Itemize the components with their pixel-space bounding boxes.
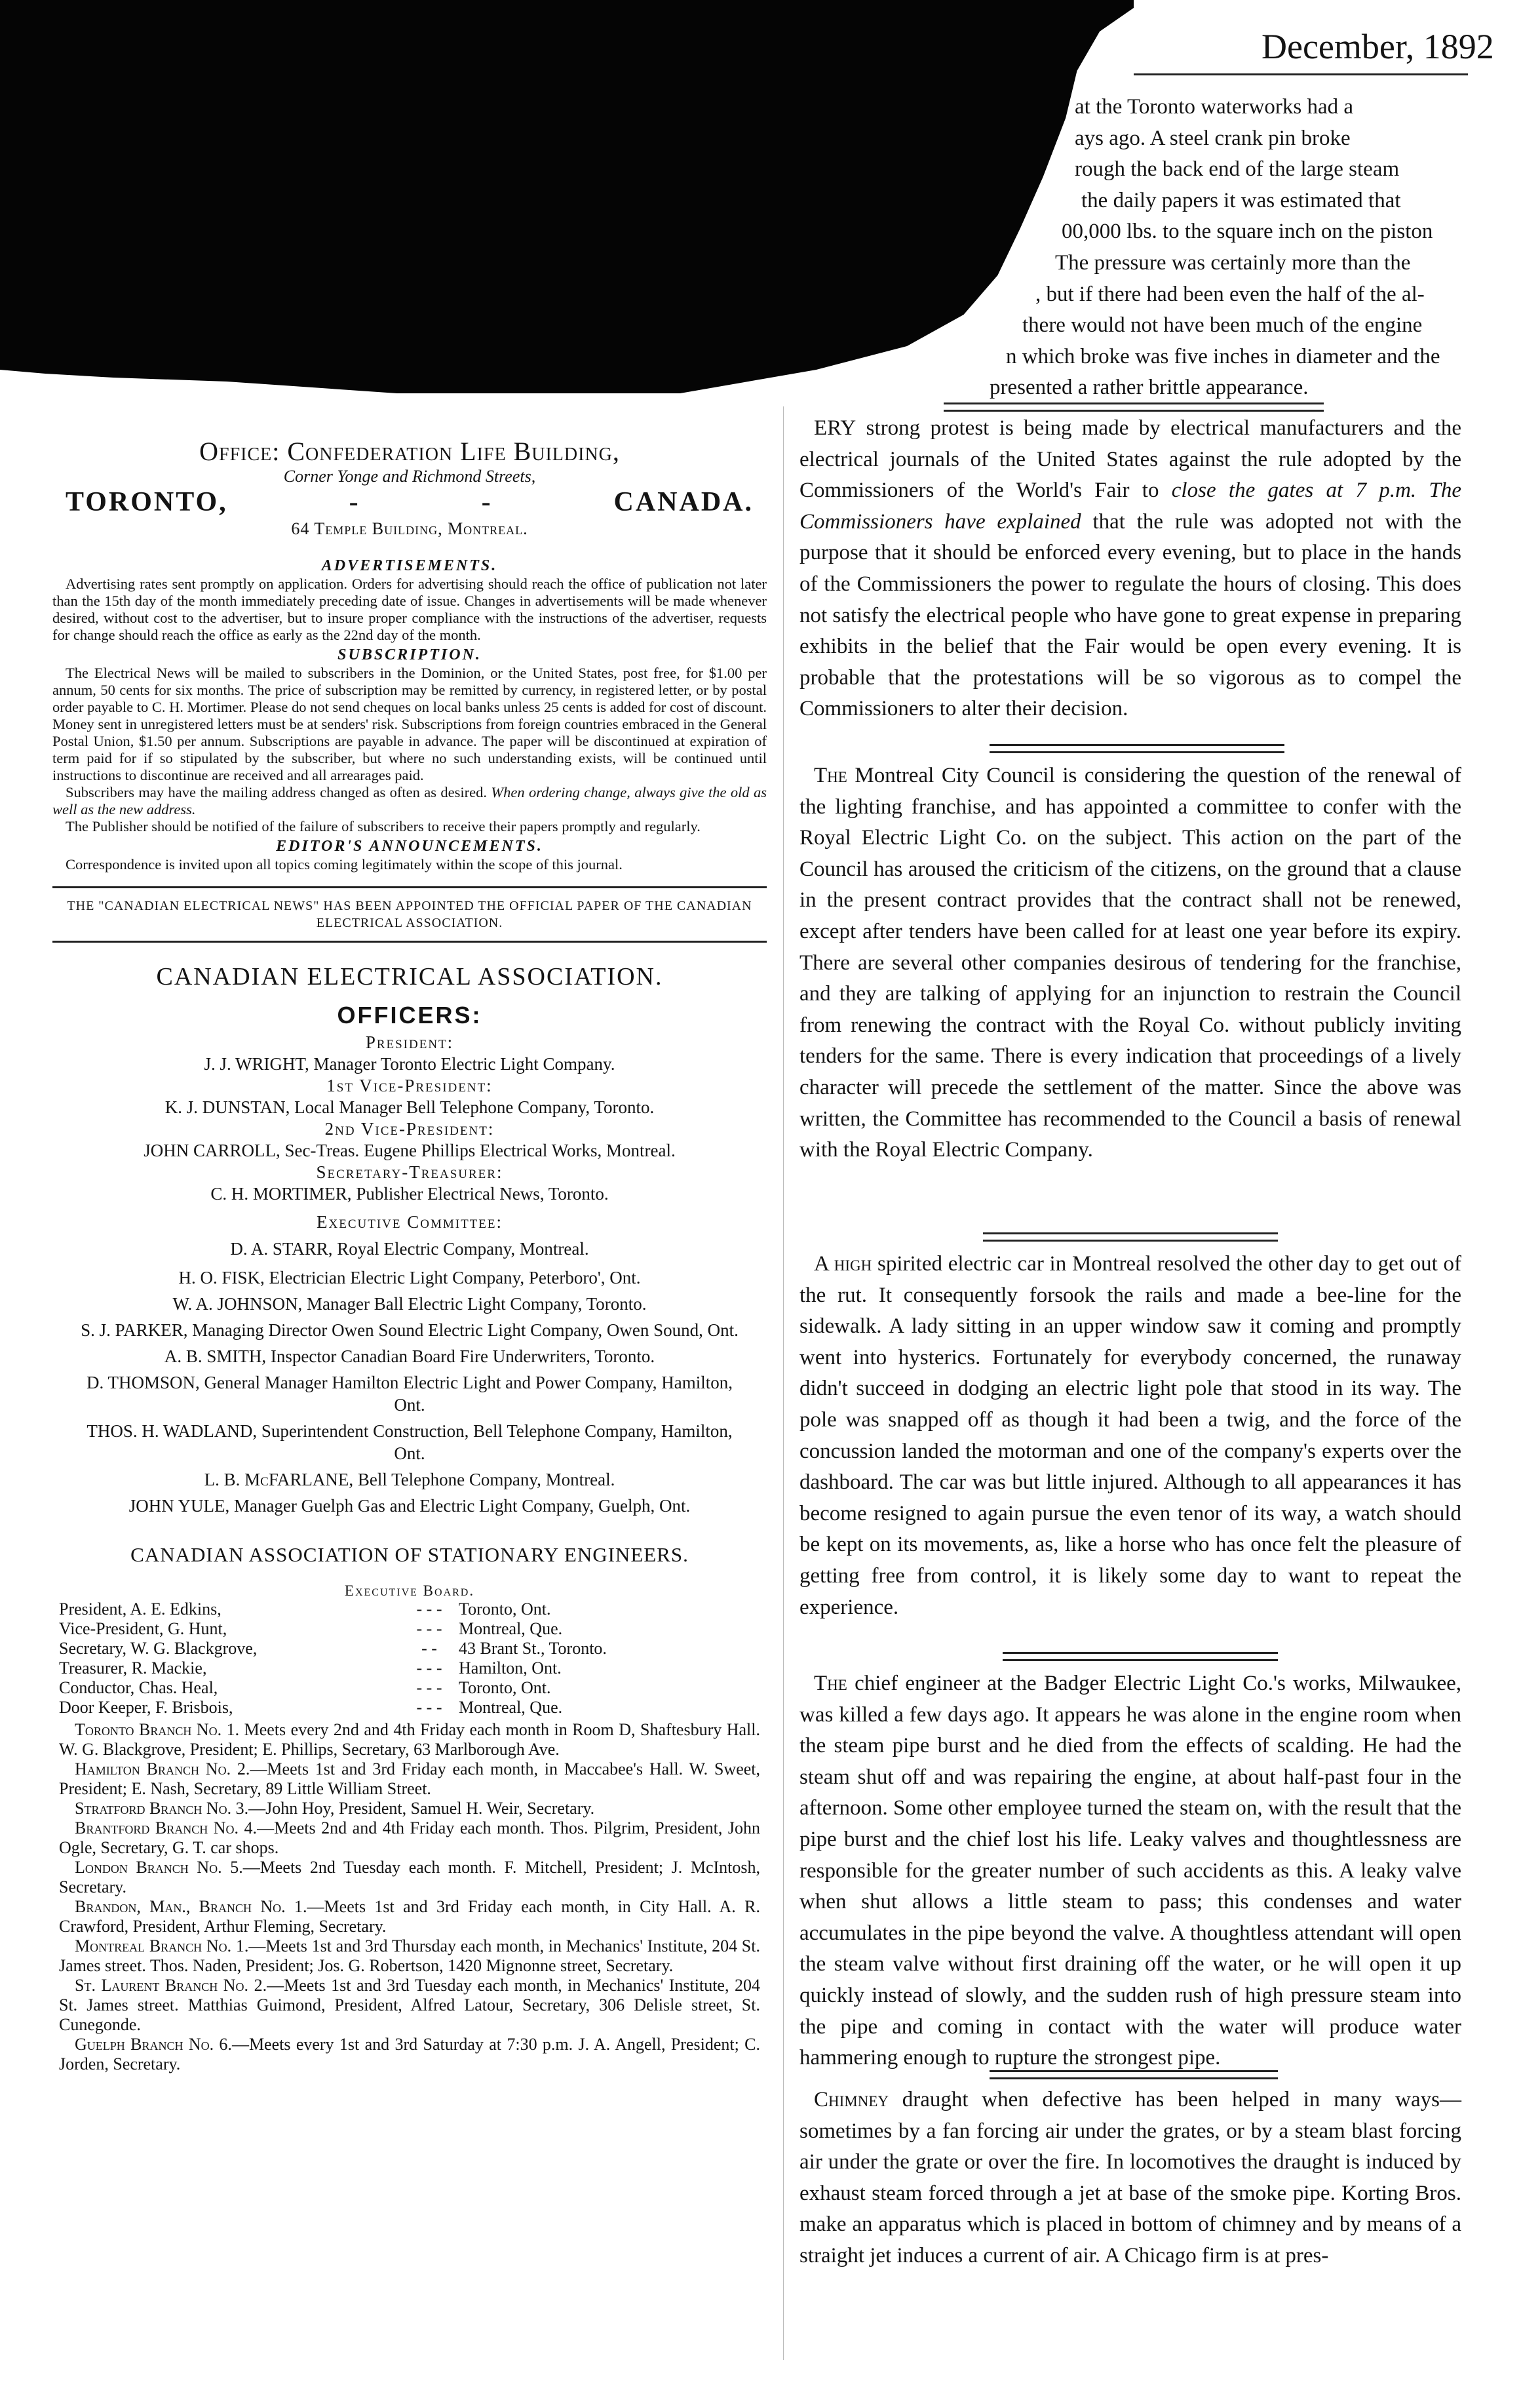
branch-entry: Montreal Branch No. 1.—Meets 1st and 3rd Thursday each month, in Mechanics' Institute, 204 St. James street. Thos. Naden, President; Jos. G. Robertson, 1420 Mignonne street, Secretary. (59, 1936, 760, 1975)
officer-role: 1st Vice-President: (326, 1076, 493, 1095)
executive-board (52, 1599, 767, 1717)
right-column (990, 92, 1461, 404)
branch-entry: Brandon, Man., Branch No. 1.—Meets 1st and 3rd Friday each month, in City Hall. A. R. Crawford, President, Arthur Fleming, Secretary. (59, 1897, 760, 1936)
city-dash: - (349, 487, 360, 517)
city-line (52, 486, 767, 518)
steel-line: 00,000 lbs. to the square inch on the piston (1062, 220, 1433, 244)
officer-entry: C. H. MORTIMER, Publisher Electrical News, Toronto. (210, 1184, 609, 1204)
steel-line: presented a rather brittle appearance. (990, 376, 1309, 400)
article-chimney-draught: Chimney draught when defective has been helped in many ways—sometimes by a fan forcing air under the grates, or by a steam blast forcing air under the grate or over the fire. In locomotives the draught is induced by exhaust steam forced through a jet at base of the smoke pipe. Korting Bros. make an apparatus which is placed in bottom of chimney and by means of a straight jet induces a current of air. A Chicago firm is at pres- (799, 2088, 1461, 2267)
section-divider (983, 1232, 1278, 1242)
left-column (52, 436, 767, 2074)
article-worlds-fair: ERY strong protest is being made by electrical manufacturers and the electrical journals of the United States against the rule adopted by the Commissioners of the World's Fair to close the gates at 7 p.m. The Commissioners have explained that the rule was adopted not with the purpose that it should be enforced every evening, but to place in the hands of the Commissioners the power to regulate the hours of closing. This does not satisfy the electrical people who have gone to great expense in preparing exhibits in the belief that the Fair would be open every evening. It is probable that the protestations will be so vigorous as to compel the Commissioners to alter their decision. (799, 416, 1461, 721)
steel-line: ays ago. A steel crank pin broke (1075, 126, 1351, 150)
article-badger-engineer: The chief engineer at the Badger Electric Light Co.'s works, Milwaukee, was killed a few days ago. It appears he was alone in the engine room when the steam pipe burst and he died from the effects of scalding. He had the steam shut off and was repairing the engine, at about half-past four in the afternoon. Some other employee turned the steam on, with the result that the pipe burst and the chief lost his life. Leaky valves and thoughtlessness are responsible for the greater number of such accidents as this. A leaky valve when shut allows a little steam to pass; this condenses and water accumulates in the pipe beyond the valve. A thoughtless attendant will open the steam valve without first draining off the water, or he will open it up quickly instead of slowly, and the sudden rush of high pressure steam into the pipe and coming in contact with the water will produce water hammering enough to rupture the strongest pipe. (799, 1672, 1461, 2070)
branch-entry: Hamilton Branch No. 2.—Meets 1st and 3rd Friday each month, in Maccabee's Hall. W. Sweet, President; E. Nash, Secretary, 89 Little William Street. (59, 1759, 760, 1798)
branch-entry: Guelph Branch No. 6.—Meets every 1st and 3rd Saturday at 7:30 p.m. J. A. Angell, President; C. Jorden, Secretary. (59, 2035, 760, 2073)
montreal-office: 64 Temple Building, Montreal. (291, 519, 528, 538)
stationary-engineers-title: CANADIAN ASSOCIATION OF STATIONARY ENGINEERS. (130, 1543, 689, 1566)
cea-title: CANADIAN ELECTRICAL ASSOCIATION. (156, 963, 663, 991)
subscription-text: The Electrical News will be mailed to subscribers in the Dominion, or the United States, post free, for $1.00 per annum, 50 cents for six months. The price of subscription may be remitted by currency, in registered letter, or by postal order payable to C. H. Mortimer. Please do not send cheques on local banks unless 25 cents is added for cost of discount. Money sent in unregistered letters must be at senders' risk. Subscriptions from foreign countries embraced in the General Postal Union, $1.50 per annum. Subscriptions are payable in advance. The paper will be discontinued at expiration of term paid for if so stipulated by the subscriber, but where no such understanding exists, will be continued until instructions to discontinue are received and all arrearages paid. Subscribers may have the mailing address changed as often as desired. When ordering change, always give the old as well as the new address. The Publisher should be notified of the failure of subscribers to receive their papers promptly and regularly. (52, 665, 767, 834)
committee-entry: W. A. JOHNSON, Manager Ball Electric Light Company, Toronto. (172, 1294, 647, 1314)
subscription-heading: SUBSCRIPTION. (337, 646, 482, 663)
notice-rule (52, 886, 767, 888)
city-canada: CANADA. (613, 487, 754, 517)
board-row: Vice-President, G. Hunt, - - - Montreal, Que. (59, 1619, 563, 1638)
officer-role: 2nd Vice-President: (324, 1119, 495, 1139)
issue-date: December, 1892 (1261, 27, 1494, 66)
board-row: Secretary, W. G. Blackgrove, - - 43 Brant St., Toronto. (59, 1639, 607, 1658)
steel-line: there would not have been much of the engine (1022, 313, 1423, 338)
steel-line: the daily papers it was estimated that (1081, 188, 1401, 212)
advertisements-text: Advertising rates sent promptly on application. Orders for advertising should reach the office of publication not later than the 15th day of the month immediately preceding date of issue. Changes in advertisements will be made whenever desired, without cost to the advertiser, but to insure proper compliance with the instructions of the advertiser, requests for change should reach the office as early as the 22nd day of the month. (52, 576, 767, 643)
officer-entry: J. J. WRIGHT, Manager Toronto Electric Light Company. (204, 1054, 615, 1074)
official-paper-notice: THE "CANADIAN ELECTRICAL NEWS" HAS BEEN APPOINTED THE OFFICIAL PAPER OF THE CANADIAN ELECTRICAL ASSOCIATION. (67, 899, 752, 930)
officer-role: Secretary-Treasurer: (316, 1162, 503, 1182)
editors-heading: EDITOR'S ANNOUNCEMENTS. (276, 838, 543, 855)
article-electric-car: A high spirited electric car in Montreal resolved the other day to get out of the rut. It consequently forsook the rails and made a bee-line for the sidewalk. A lady sitting in an upper window saw it coming and promptly went into hysterics. Fortunately for everybody concerned, the runaway didn't succeed in dodging an electric light pole that stood in its way. The pole was snapped off as though it had been a twig, and the force of the concussion landed the motorman and one of the company's experts over the dashboard. The car was but little injured. Although to all appearances it has become resigned to again pursue the even tenor of its way, a watch should be kept on its movements, as, like a horse who has once felt the pleasure of getting free from control, it is likely some day to want to repeat the experience. (799, 1252, 1462, 1619)
editors-text: Correspondence is invited upon all topics coming legitimately within the scope of this journal. (66, 856, 623, 873)
office-address: Office: Confederation Life Building, (199, 437, 620, 466)
committee-entry: A. B. SMITH, Inspector Canadian Board Fire Underwriters, Toronto. (164, 1346, 655, 1366)
executive-board-heading: Executive Board. (344, 1582, 475, 1599)
board-row: Treasurer, R. Mackie, - - - Hamilton, Ont. (59, 1658, 562, 1678)
committee-entry: THOS. H. WADLAND, Superintendent Construction, Bell Telephone Company, Hamilton, Ont. (87, 1421, 733, 1463)
section-divider (1003, 1652, 1278, 1661)
board-row: Conductor, Chas. Heal, - - - Toronto, Ont. (59, 1678, 551, 1697)
officer-entry: D. A. STARR, Royal Electric Company, Montreal. (230, 1239, 589, 1259)
notice-rule (52, 941, 767, 943)
branch-entry: Stratford Branch No. 3.—John Hoy, President, Samuel H. Weir, Secretary. (75, 1799, 595, 1818)
steel-line: at the Toronto waterworks had a (1075, 95, 1354, 119)
header-rule (1134, 73, 1468, 75)
committee-entry: JOHN YULE, Manager Guelph Gas and Electric Light Company, Guelph, Ont. (128, 1496, 691, 1516)
column-separator (783, 406, 784, 2360)
branches (52, 1720, 767, 2074)
committee-entry: L. B. McFARLANE, Bell Telephone Company, Montreal. (204, 1470, 615, 1489)
city-toronto: TORONTO, (66, 487, 228, 517)
board-row: President, A. E. Edkins, - - - Toronto, Ont. (59, 1599, 551, 1619)
advertisements-heading: ADVERTISEMENTS. (321, 557, 498, 574)
article-montreal-council: The Montreal City Council is considering the question of the renewal of the lighting franchise, and has appointed a committee to confer with the Royal Electric Light Co. on the subject. This action on the part of the Council has aroused the criticism of the citizens, on the ground that a clause in the present contract provides that the contract shall not be renewed, except after tenders have been called for at least one year before its expiry. There are several other companies desirous of tendering for the franchise, and they are talking of applying for an injunction to restrain the Council from renewing the contract with the Royal Co. without publicly inviting tenders for the same. There is every indication that proceedings of a lively character will precede the settlement of the matter. Since the above was written, the Committee has recommended to the Council a basis of renewal with the Royal Electric Company. (799, 764, 1461, 1162)
damaged-corner (0, 0, 1134, 393)
branch-entry: Brantford Branch No. 4.—Meets 2nd and 4th Friday each month. Thos. Pilgrim, President, John Ogle, Secretary, G. T. car shops. (59, 1818, 760, 1857)
steel-line: The pressure was certainly more than the (1055, 250, 1411, 275)
branch-entry: London Branch No. 5.—Meets 2nd Tuesday each month. F. Mitchell, President; J. McIntosh, Secretary. (59, 1858, 760, 1896)
steel-line: , but if there had been even the half of the al- (1035, 282, 1425, 306)
officer-entry: K. J. DUNSTAN, Local Manager Bell Telephone Company, Toronto. (164, 1097, 655, 1117)
city-dash: - (481, 487, 493, 517)
section-divider (944, 402, 1324, 412)
steel-line: rough the back end of the large steam (1075, 157, 1400, 182)
officers-title: OFFICERS: (337, 1002, 482, 1029)
board-row: Door Keeper, F. Brisbois, - - - Montreal, Que. (59, 1698, 563, 1717)
committee-entry: H. O. FISK, Electrician Electric Light Company, Peterboro', Ont. (178, 1268, 641, 1287)
officer-role: President: (365, 1032, 454, 1052)
section-divider (990, 2070, 1278, 2079)
steel-line: n which broke was five inches in diameter and the (1006, 344, 1440, 368)
committee-entry: S. J. PARKER, Managing Director Owen Sound Electric Light Company, Owen Sound, Ont. (81, 1320, 739, 1340)
branch-entry: St. Laurent Branch No. 2.—Meets 1st and 3rd Tuesday each month, in Mechanics' Institute, 204 St. James street. Matthias Guimond, President, Alfred Latour, Secretary, 306 Delisle street, St. Cunegonde. (59, 1976, 760, 2034)
section-divider (990, 744, 1284, 753)
officer-role: Executive Committee: (317, 1212, 503, 1232)
committee-entry: D. THOMSON, General Manager Hamilton Electric Light and Power Company, Hamilton, Ont. (86, 1373, 733, 1415)
branch-entry: Toronto Branch No. 1. Meets every 2nd and 4th Friday each month in Room D, Shaftesbury Hall. W. G. Blackgrove, President; E. Phillips, Secretary, 63 Marlborough Ave. (59, 1720, 760, 1759)
officer-entry: JOHN CARROLL, Sec-Treas. Eugene Phillips Electrical Works, Montreal. (144, 1141, 676, 1160)
corner-streets: Corner Yonge and Richmond Streets, (283, 467, 536, 486)
